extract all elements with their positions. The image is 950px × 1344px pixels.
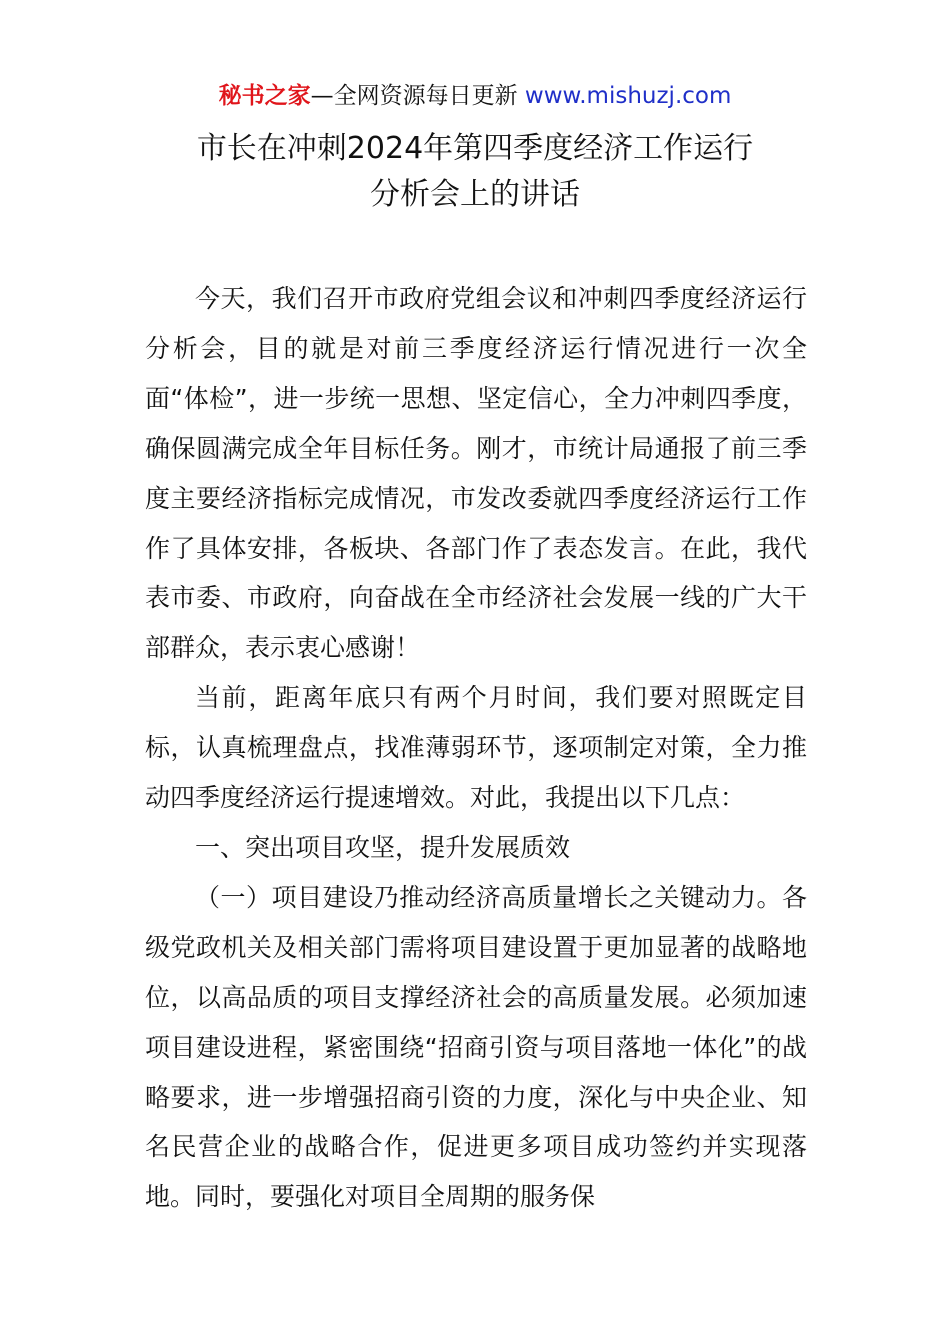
- paragraph-current-situation: 当前，距离年底只有两个月时间，我们要对照既定目标，认真梳理盘点，找准薄弱环节，逐项制定对策，全力推动四季度经济运行提速增效。对此，我提出以下几点：: [145, 683, 807, 813]
- section-heading-1: 一、突出项目攻坚，提升发展质效: [195, 832, 571, 862]
- paragraph-subsection-1: （一）项目建设乃推动经济高质量增长之关键动力。各级党政机关及相关部门需将项目建设置于更加显著的战略地位，以高品质的项目支撑经济社会的高质量发展。必须加速项目建设进程，紧密围绕“招商引资与项目落地一体化”的战略要求，进一步增强招商引资的力度，深化与中央企业、知名民营企业的战略合作，促进更多项目成功签约并实现落地。同时，要强化对项目全周期的服务保: [145, 882, 807, 1212]
- site-url-link[interactable]: www.mishuzj.com: [524, 83, 732, 109]
- header-slogan: —全网资源每日更新: [310, 83, 525, 109]
- document-title: [0, 126, 950, 218]
- title-line-1: 市长在冲刺2024年第四季度经济工作运行: [196, 131, 754, 166]
- brand-name: 秘书之家: [218, 83, 311, 109]
- document-body: [145, 274, 807, 1222]
- paragraph-opening: 今天，我们召开市政府党组会议和冲刺四季度经济运行分析会，目的就是对前三季度经济运行情况进行一次全面“体检”，进一步统一思想、坚定信心，全力冲刺四季度，确保圆满完成全年目标任务。刚才，市统计局通报了前三季度主要经济指标完成情况，市发改委就四季度经济运行工作作了具体安排，各板块、各部门作了表态发言。在此，我代表市委、市政府，向奋战在全市经济社会发展一线的广大干部群众，表示衷心感谢！: [145, 284, 807, 663]
- title-line-2: 分析会上的讲话: [370, 177, 580, 212]
- site-header: [0, 80, 950, 112]
